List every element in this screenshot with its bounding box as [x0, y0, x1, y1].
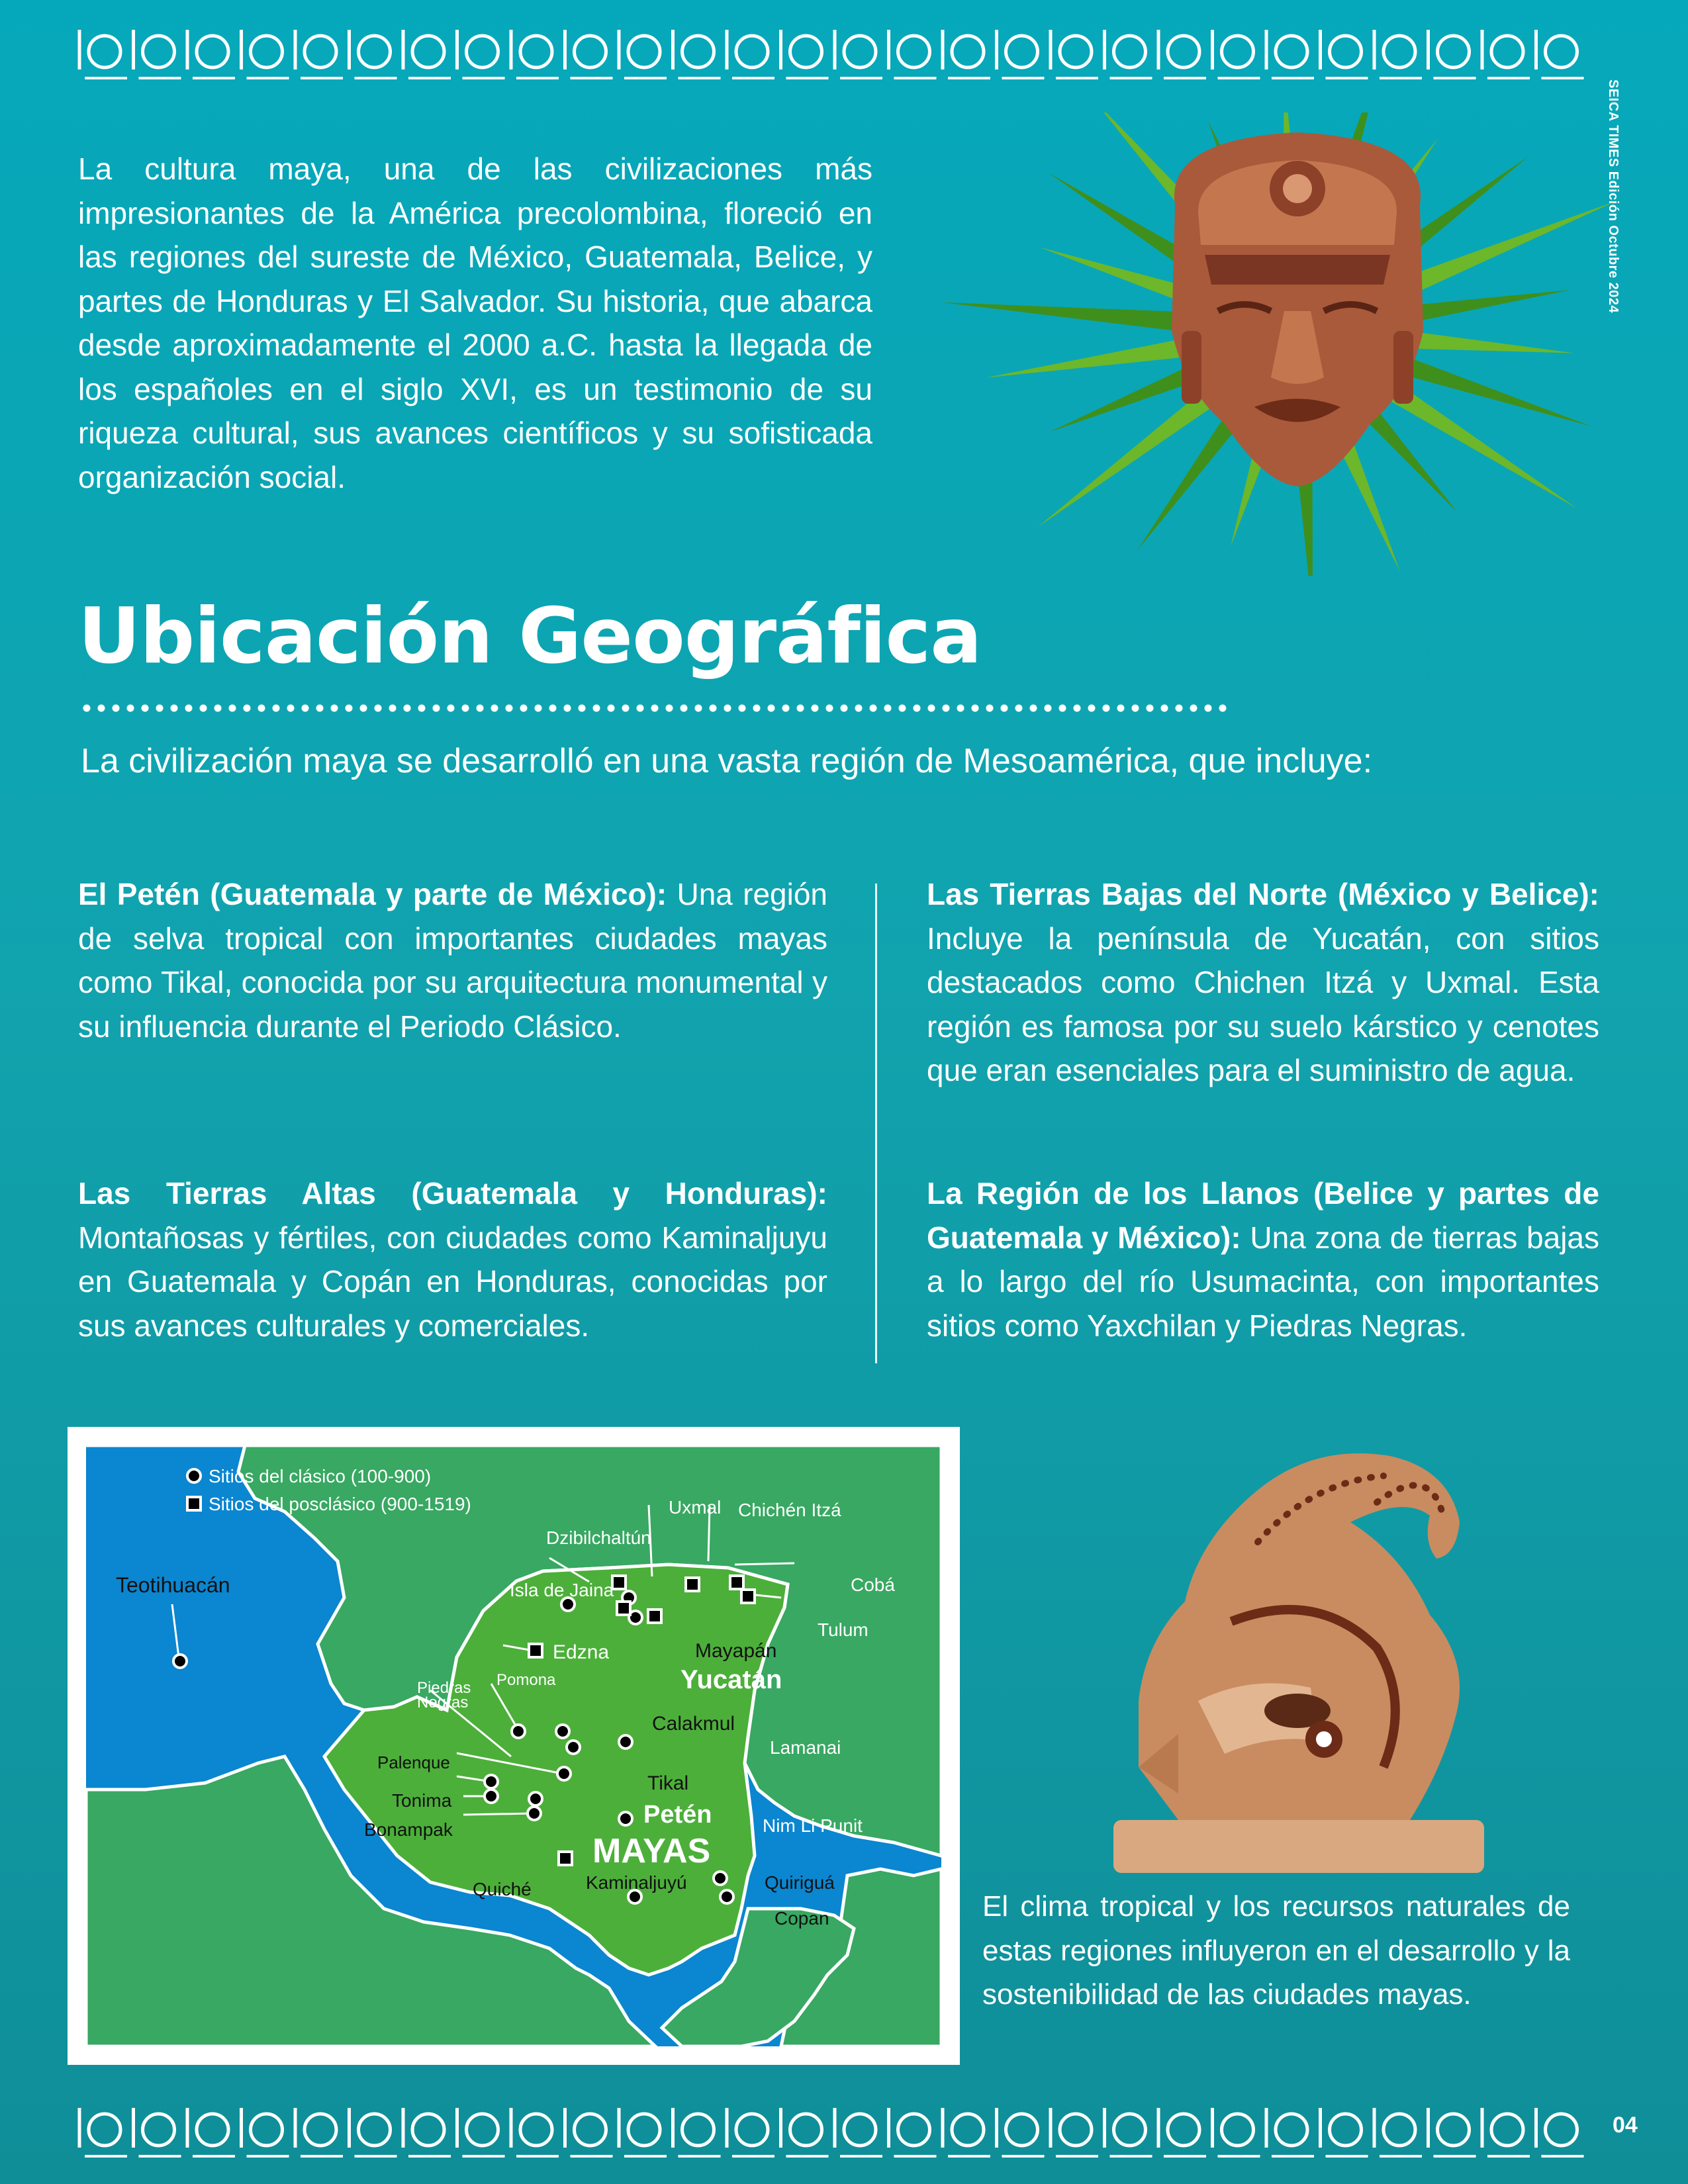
- label-isla-de-jaina: Isla de Jaina: [510, 1580, 614, 1600]
- border-glyph: [403, 30, 451, 78]
- border-glyph: [187, 2108, 235, 2156]
- region-peten-heading: El Petén (Guatemala y parte de México):: [78, 877, 667, 911]
- maya-mask-illustration: [920, 113, 1655, 576]
- border-glyph: [295, 30, 343, 78]
- border-glyph: [1482, 30, 1530, 78]
- intro-paragraph: La cultura maya, una de las civilizaciones más impresionantes de la América precolombina, floreció en las regiones del sureste de México, Guatemala, Belice, y partes de Honduras y El Salvador. Su historia, que abarca desde aproximadamente el 2000 a.C. hasta la llegada de los españoles en el siglo XVI, es un testimonio de su riqueza cultural, sus avances científicos y su sofisticada organización social.: [78, 152, 872, 494]
- border-glyph: [457, 2108, 505, 2156]
- border-glyph: [1266, 30, 1314, 78]
- site-marker: [529, 1644, 542, 1657]
- border-glyph: [565, 2108, 613, 2156]
- dotted-divider: [79, 702, 1231, 715]
- label-quirigua: Quiriguá: [765, 1872, 835, 1893]
- site-marker: [528, 1807, 541, 1820]
- site-marker: [557, 1767, 571, 1780]
- border-glyph: [1105, 2108, 1152, 2156]
- border-glyph: [350, 2108, 397, 2156]
- label-copan: Copan: [774, 1908, 829, 1929]
- site-marker: [720, 1890, 733, 1903]
- label-bonampak: Bonampak: [364, 1819, 453, 1840]
- border-glyph: [1213, 30, 1260, 78]
- label-negras: Negras: [417, 1694, 469, 1711]
- label-pomona: Pomona: [496, 1671, 556, 1689]
- border-glyph: [187, 30, 235, 78]
- site-marker: [714, 1872, 727, 1885]
- border-glyph: [1213, 2108, 1260, 2156]
- region-tierras-bajas-norte-body: Incluye la península de Yucatán, con sitios destacados como Chichen Itzá y Uxmal. Esta región es famosa por su suelo kárstico y cenotes que eran esenciales para el suministro de agua.: [927, 921, 1599, 1087]
- border-glyph: [565, 30, 613, 78]
- border-glyph: [619, 30, 667, 78]
- site-marker: [485, 1775, 498, 1788]
- border-glyph: [1105, 30, 1152, 78]
- border-glyph: [1536, 2108, 1584, 2156]
- label-coba: Cobá: [851, 1574, 895, 1595]
- border-glyph: [673, 30, 721, 78]
- decorative-border-top: [73, 13, 1609, 86]
- label-teotihuacan: Teotihuacán: [116, 1573, 230, 1597]
- label-dzibilchaltun: Dzibilchaltún: [546, 1527, 651, 1548]
- site-marker: [617, 1602, 630, 1615]
- page-number: 04: [1613, 2113, 1638, 2138]
- border-glyph: [403, 2108, 451, 2156]
- border-glyph: [350, 30, 397, 78]
- label-edzna: Edzna: [553, 1641, 610, 1663]
- border-glyph: [1158, 30, 1206, 78]
- closing-paragraph: El clima tropical y los recursos naturales de estas regiones influyeron en el desarrollo y la sostenibilidad de las ciudades mayas.: [982, 1890, 1570, 2011]
- border-glyph: [457, 30, 505, 78]
- site-marker: [741, 1590, 755, 1603]
- border-glyph: [781, 30, 829, 78]
- border-glyph: [1429, 2108, 1476, 2156]
- legend-square-icon: [187, 1497, 201, 1510]
- border-glyph: [242, 30, 289, 78]
- section-lead: La civilización maya se desarrolló en una vasta región de Mesoamérica, que incluye:: [81, 742, 1373, 780]
- label-tonima: Tonima: [392, 1790, 452, 1811]
- region-tierras-altas: [78, 1171, 827, 1347]
- region-peten-body: Una región de selva tropical con importantes ciudades mayas como Tikal, conocida por su arquitectura monumental y su influencia durante el Periodo Clásico.: [78, 877, 827, 1044]
- site-marker: [686, 1578, 699, 1591]
- site-marker: [567, 1741, 580, 1754]
- maya-region-map: [68, 1427, 960, 2065]
- border-glyph: [1536, 30, 1584, 78]
- label-region-peten: Petén: [643, 1801, 712, 1829]
- border-glyph: [727, 30, 774, 78]
- legend-classic: Sitios del clásico (100-900): [209, 1466, 432, 1486]
- border-glyph: [1051, 30, 1098, 78]
- label-region-yucatan: Yucatán: [680, 1665, 782, 1694]
- border-glyph: [727, 2108, 774, 2156]
- border-glyph: [835, 30, 882, 78]
- border-glyph: [134, 2108, 181, 2156]
- border-glyph: [1482, 2108, 1530, 2156]
- border-glyph: [1266, 2108, 1314, 2156]
- border-glyph: [1374, 2108, 1422, 2156]
- border-glyph: [997, 2108, 1045, 2156]
- label-nim-li-punit: Nim Li Punit: [763, 1815, 863, 1836]
- region-peten: [78, 872, 827, 1048]
- region-llanos-body: Una zona de tierras bajas a lo largo del río Usumacinta, con importantes sitios como Yaxchilan y Piedras Negras.: [927, 1220, 1600, 1343]
- border-glyph: [1321, 30, 1368, 78]
- site-marker: [512, 1725, 525, 1738]
- label-region-mayas: MAYAS: [592, 1832, 711, 1870]
- site-marker: [556, 1725, 569, 1738]
- site-marker: [648, 1610, 661, 1623]
- region-tierras-bajas-norte-heading: Las Tierras Bajas del Norte (México y Belice):: [927, 877, 1599, 911]
- label-chichen-itza: Chichén Itzá: [738, 1500, 841, 1520]
- border-glyph: [889, 30, 937, 78]
- border-glyph: [79, 2108, 127, 2156]
- label-calakmul: Calakmul: [652, 1713, 735, 1735]
- border-glyph: [943, 30, 990, 78]
- region-tierras-altas-heading: Las Tierras Altas (Guatemala y Honduras):: [78, 1176, 827, 1210]
- border-glyph: [1429, 30, 1476, 78]
- border-glyph: [79, 30, 127, 78]
- region-llanos-heading: La Región de los Llanos (Belice y partes de Guatemala y México):: [927, 1176, 1599, 1255]
- label-kaminaljuyu: Kaminaljuyú: [586, 1872, 687, 1893]
- site-marker: [730, 1576, 743, 1589]
- site-marker: [619, 1735, 632, 1749]
- label-tikal: Tikal: [647, 1772, 689, 1794]
- site-marker: [619, 1812, 632, 1825]
- border-glyph: [781, 2108, 829, 2156]
- border-glyph: [943, 2108, 990, 2156]
- border-glyph: [1321, 2108, 1368, 2156]
- region-tierras-altas-body: Montañosas y fértiles, con ciudades como Kaminaljuyu en Guatemala y Copán en Honduras, conocidas por sus avances culturales y comerciales.: [78, 1220, 827, 1343]
- border-pattern-bottom: [73, 2091, 1609, 2164]
- border-glyph: [242, 2108, 289, 2156]
- label-mayapan: Mayapán: [695, 1640, 777, 1662]
- label-palenque: Palenque: [377, 1752, 450, 1772]
- maya-profile-sculpture-illustration: [1099, 1423, 1542, 1880]
- label-quiche: Quiché: [473, 1879, 532, 1899]
- border-glyph: [997, 30, 1045, 78]
- border-glyph: [835, 2108, 882, 2156]
- border-glyph: [619, 2108, 667, 2156]
- border-glyph: [511, 2108, 559, 2156]
- site-marker: [612, 1576, 626, 1589]
- legend-postclassic: Sitios del posclásico (900-1519): [209, 1494, 471, 1514]
- region-tierras-bajas-norte: [927, 872, 1599, 1093]
- border-glyph: [134, 30, 181, 78]
- sculpture-base: [1113, 1820, 1484, 1873]
- edition-credit: SEICA TIMES Edición Octubre 2024: [1606, 79, 1620, 314]
- legend-circle-icon: [187, 1469, 201, 1482]
- site-marker: [485, 1790, 498, 1803]
- column-divider: [875, 884, 877, 1363]
- border-glyph: [295, 2108, 343, 2156]
- region-llanos: [927, 1171, 1599, 1347]
- label-lamanai: Lamanai: [770, 1737, 841, 1758]
- border-glyph: [511, 30, 559, 78]
- site-marker: [529, 1792, 542, 1805]
- decorative-border-bottom: [73, 2091, 1609, 2164]
- section-title: Ubicación Geográfica: [78, 592, 982, 681]
- border-glyph: [1051, 2108, 1098, 2156]
- border-glyph: [1158, 2108, 1206, 2156]
- border-glyph: [889, 2108, 937, 2156]
- label-tulum: Tulum: [818, 1619, 868, 1640]
- border-glyph: [1374, 30, 1422, 78]
- label-uxmal: Uxmal: [669, 1497, 722, 1518]
- border-glyph: [673, 2108, 721, 2156]
- label-piedras: Piedras: [417, 1679, 471, 1697]
- border-pattern-top: [73, 13, 1609, 86]
- site-marker: [559, 1852, 572, 1865]
- site-marker: [173, 1655, 187, 1668]
